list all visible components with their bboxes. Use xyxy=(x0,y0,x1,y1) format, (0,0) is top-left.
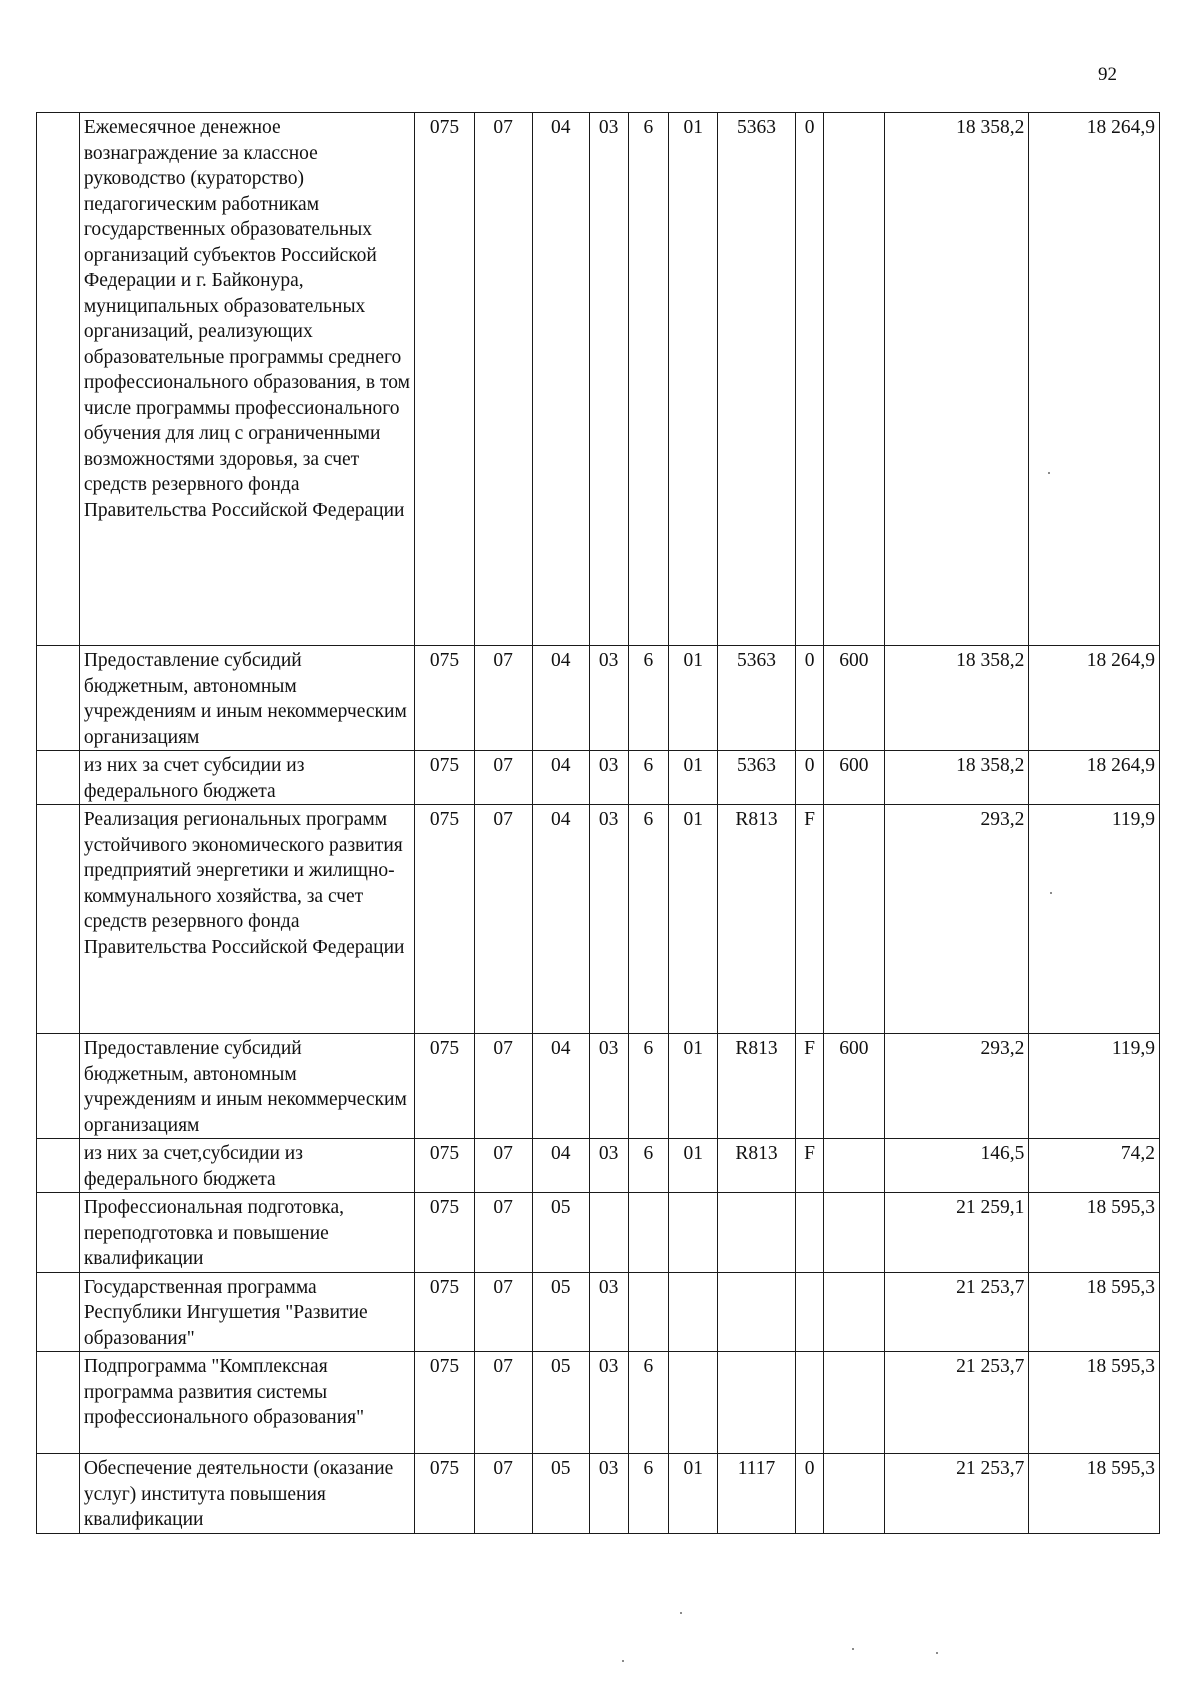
direction-code: R813 xyxy=(718,1034,796,1139)
subprogram-code: 6 xyxy=(628,1139,669,1193)
suffix-code: F xyxy=(795,805,824,1034)
section-code: 07 xyxy=(474,1272,532,1352)
amount-2: 18 264,9 xyxy=(1029,751,1160,805)
subprogram-code: 6 xyxy=(628,1454,669,1534)
scan-speck xyxy=(852,1648,854,1650)
subprogram-code: 6 xyxy=(628,751,669,805)
direction-code xyxy=(718,1193,796,1273)
row-name: Ежемесячное денежное вознаграждение за классное руководство (кураторство) педагогическим работникам государственных образовательных организаций субъектов Российской Федерации и г. Байконура, муниципальных образовательных организаций, реализующих образовательные программы среднего профессионального образования, в том числе программы профессионального обучения для лиц с ограниченными возможностями здоровья, за счет средств резервного фонда Правительства Российской Федерации xyxy=(79,113,415,646)
table-row xyxy=(37,805,1160,1034)
blank-cell xyxy=(37,1034,80,1139)
program-code: 03 xyxy=(589,646,628,751)
program-code xyxy=(589,1193,628,1273)
suffix-code: 0 xyxy=(795,751,824,805)
event-code xyxy=(669,1272,718,1352)
event-code: 01 xyxy=(669,805,718,1034)
scan-speck xyxy=(1048,472,1050,474)
ved-code: 075 xyxy=(415,1034,474,1139)
table-row xyxy=(37,1139,1160,1193)
subsection-code: 04 xyxy=(532,1139,589,1193)
scan-speck xyxy=(936,1652,938,1654)
table-row xyxy=(37,751,1160,805)
blank-cell xyxy=(37,646,80,751)
row-name: Подпрограмма "Комплексная программа развития системы профессионального образования" xyxy=(79,1352,415,1454)
ved-code: 075 xyxy=(415,751,474,805)
ved-code: 075 xyxy=(415,113,474,646)
section-code: 07 xyxy=(474,751,532,805)
amount-2: 18 264,9 xyxy=(1029,646,1160,751)
table-body xyxy=(37,113,1160,1534)
amount-1: 293,2 xyxy=(884,1034,1029,1139)
expense-type-code: 600 xyxy=(824,751,884,805)
amount-1: 21 253,7 xyxy=(884,1352,1029,1454)
direction-code xyxy=(718,1352,796,1454)
program-code: 03 xyxy=(589,1034,628,1139)
amount-1: 293,2 xyxy=(884,805,1029,1034)
event-code: 01 xyxy=(669,1454,718,1534)
direction-code: 5363 xyxy=(718,751,796,805)
ved-code: 075 xyxy=(415,805,474,1034)
amount-2: 18 595,3 xyxy=(1029,1454,1160,1534)
event-code: 01 xyxy=(669,1034,718,1139)
direction-code: 5363 xyxy=(718,646,796,751)
table-row xyxy=(37,113,1160,646)
blank-cell xyxy=(37,1454,80,1534)
subsection-code: 04 xyxy=(532,751,589,805)
direction-code: 5363 xyxy=(718,113,796,646)
ved-code: 075 xyxy=(415,1272,474,1352)
page-number: 92 xyxy=(1098,64,1117,85)
table-row xyxy=(37,1454,1160,1534)
scan-speck xyxy=(622,1660,624,1662)
subprogram-code: 6 xyxy=(628,646,669,751)
expense-type-code: 600 xyxy=(824,1034,884,1139)
row-name: из них за счет,субсидии из федерального бюджета xyxy=(79,1139,415,1193)
scan-speck xyxy=(680,1612,682,1614)
subsection-code: 05 xyxy=(532,1193,589,1273)
expense-type-code xyxy=(824,1139,884,1193)
row-name: из них за счет субсидии из федерального бюджета xyxy=(79,751,415,805)
subprogram-code xyxy=(628,1193,669,1273)
program-code: 03 xyxy=(589,113,628,646)
event-code: 01 xyxy=(669,113,718,646)
budget-table xyxy=(36,112,1160,1534)
ved-code: 075 xyxy=(415,1193,474,1273)
blank-cell xyxy=(37,1352,80,1454)
expense-type-code xyxy=(824,1272,884,1352)
section-code: 07 xyxy=(474,113,532,646)
subsection-code: 04 xyxy=(532,113,589,646)
direction-code xyxy=(718,1272,796,1352)
program-code: 03 xyxy=(589,1272,628,1352)
event-code: 01 xyxy=(669,1139,718,1193)
expense-type-code xyxy=(824,113,884,646)
subprogram-code xyxy=(628,1272,669,1352)
ved-code: 075 xyxy=(415,1454,474,1534)
direction-code: R813 xyxy=(718,805,796,1034)
section-code: 07 xyxy=(474,1352,532,1454)
suffix-code: F xyxy=(795,1139,824,1193)
ved-code: 075 xyxy=(415,1139,474,1193)
subsection-code: 04 xyxy=(532,1034,589,1139)
program-code: 03 xyxy=(589,1139,628,1193)
blank-cell xyxy=(37,1272,80,1352)
amount-2: 18 264,9 xyxy=(1029,113,1160,646)
table-row xyxy=(37,1034,1160,1139)
section-code: 07 xyxy=(474,646,532,751)
amount-2: 18 595,3 xyxy=(1029,1352,1160,1454)
subsection-code: 05 xyxy=(532,1272,589,1352)
program-code: 03 xyxy=(589,1454,628,1534)
row-name: Реализация региональных программ устойчивого экономического развития предприятий энергетики и жилищно-коммунального хозяйства, за счет средств резервного фонда Правительства Российской Федерации xyxy=(79,805,415,1034)
program-code: 03 xyxy=(589,1352,628,1454)
suffix-code: 0 xyxy=(795,1454,824,1534)
program-code: 03 xyxy=(589,751,628,805)
suffix-code xyxy=(795,1193,824,1273)
table-row xyxy=(37,646,1160,751)
suffix-code xyxy=(795,1352,824,1454)
subprogram-code: 6 xyxy=(628,113,669,646)
event-code xyxy=(669,1352,718,1454)
subsection-code: 04 xyxy=(532,646,589,751)
subsection-code: 04 xyxy=(532,805,589,1034)
amount-2: 119,9 xyxy=(1029,1034,1160,1139)
expense-type-code xyxy=(824,1352,884,1454)
amount-1: 18 358,2 xyxy=(884,113,1029,646)
section-code: 07 xyxy=(474,1454,532,1534)
table-row xyxy=(37,1272,1160,1352)
event-code xyxy=(669,1193,718,1273)
suffix-code xyxy=(795,1272,824,1352)
table-row xyxy=(37,1352,1160,1454)
row-name: Предоставление субсидий бюджетным, автономным учреждениям и иным некоммерческим организациям xyxy=(79,646,415,751)
amount-1: 18 358,2 xyxy=(884,751,1029,805)
expense-type-code xyxy=(824,1193,884,1273)
subsection-code: 05 xyxy=(532,1454,589,1534)
program-code: 03 xyxy=(589,805,628,1034)
direction-code: R813 xyxy=(718,1139,796,1193)
subprogram-code: 6 xyxy=(628,805,669,1034)
row-name: Профессиональная подготовка, переподготовка и повышение квалификации xyxy=(79,1193,415,1273)
blank-cell xyxy=(37,1193,80,1273)
expense-type-code xyxy=(824,1454,884,1534)
scan-speck xyxy=(1050,892,1052,894)
amount-1: 146,5 xyxy=(884,1139,1029,1193)
row-name: Обеспечение деятельности (оказание услуг) института повышения квалификации xyxy=(79,1454,415,1534)
expense-type-code xyxy=(824,805,884,1034)
blank-cell xyxy=(37,805,80,1034)
suffix-code: F xyxy=(795,1034,824,1139)
event-code: 01 xyxy=(669,646,718,751)
ved-code: 075 xyxy=(415,646,474,751)
blank-cell xyxy=(37,1139,80,1193)
table-row xyxy=(37,1193,1160,1273)
event-code: 01 xyxy=(669,751,718,805)
amount-1: 21 259,1 xyxy=(884,1193,1029,1273)
amount-1: 18 358,2 xyxy=(884,646,1029,751)
amount-2: 74,2 xyxy=(1029,1139,1160,1193)
section-code: 07 xyxy=(474,805,532,1034)
section-code: 07 xyxy=(474,1193,532,1273)
amount-2: 18 595,3 xyxy=(1029,1193,1160,1273)
suffix-code: 0 xyxy=(795,113,824,646)
amount-1: 21 253,7 xyxy=(884,1454,1029,1534)
subprogram-code: 6 xyxy=(628,1034,669,1139)
expense-type-code: 600 xyxy=(824,646,884,751)
amount-2: 119,9 xyxy=(1029,805,1160,1034)
row-name: Предоставление субсидий бюджетным, автономным учреждениям и иным некоммерческим организациям xyxy=(79,1034,415,1139)
ved-code: 075 xyxy=(415,1352,474,1454)
amount-1: 21 253,7 xyxy=(884,1272,1029,1352)
row-name: Государственная программа Республики Ингушетия "Развитие образования" xyxy=(79,1272,415,1352)
section-code: 07 xyxy=(474,1139,532,1193)
section-code: 07 xyxy=(474,1034,532,1139)
subprogram-code: 6 xyxy=(628,1352,669,1454)
amount-2: 18 595,3 xyxy=(1029,1272,1160,1352)
suffix-code: 0 xyxy=(795,646,824,751)
subsection-code: 05 xyxy=(532,1352,589,1454)
direction-code: 1117 xyxy=(718,1454,796,1534)
blank-cell xyxy=(37,113,80,646)
blank-cell xyxy=(37,751,80,805)
